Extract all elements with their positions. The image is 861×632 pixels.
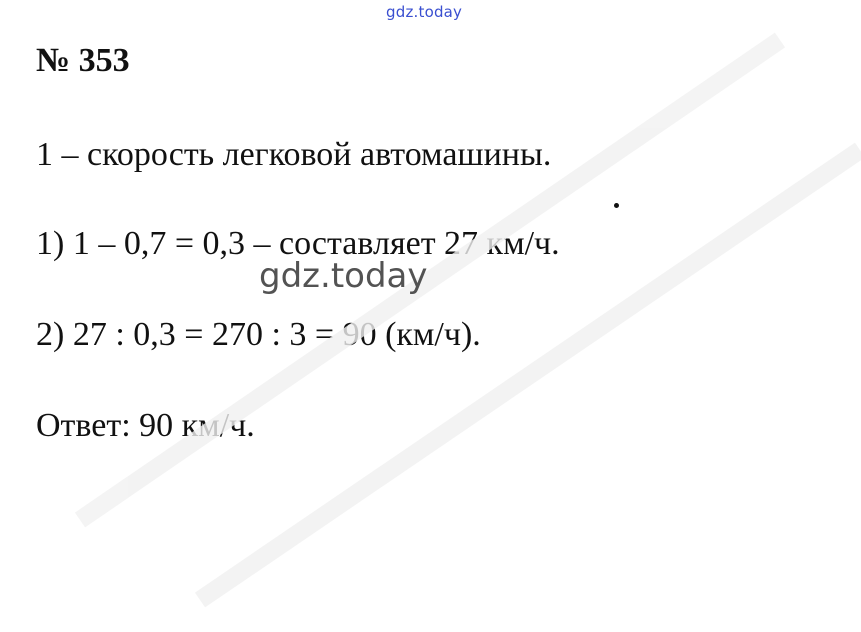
solution-answer: Ответ: 90 км/ч. xyxy=(36,407,255,444)
solution-line-step1: 1) 1 – 0,7 = 0,3 – составляет 27 км/ч. xyxy=(36,225,560,262)
problem-number: № 353 xyxy=(36,42,130,79)
watermark-center: gdz.today xyxy=(259,256,428,296)
watermark-top: gdz.today xyxy=(386,3,463,21)
solution-line-step2: 2) 27 : 0,3 = 270 : 3 = 90 (км/ч). xyxy=(36,316,481,353)
solution-line-intro: 1 – скорость легковой автомашины. xyxy=(36,136,552,173)
stray-dot xyxy=(614,203,619,208)
